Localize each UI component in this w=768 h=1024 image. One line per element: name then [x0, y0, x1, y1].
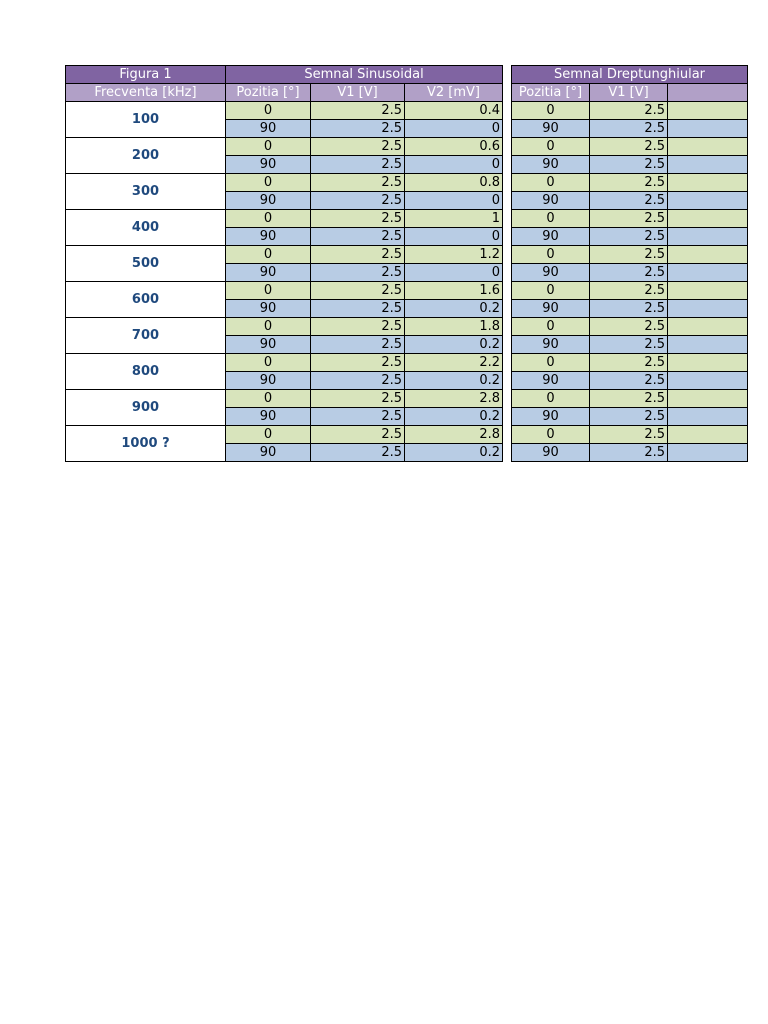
v1-cell: 2.5 [311, 318, 405, 336]
v1-cell: 2.5 [590, 318, 668, 336]
table-row [512, 192, 748, 210]
position-cell: 90 [226, 300, 311, 318]
table-row [512, 300, 748, 318]
frequency-cell: 700 [66, 318, 226, 354]
table-row [66, 174, 503, 192]
position-cell: 90 [226, 120, 311, 138]
v2-cell: 0.2 [405, 300, 503, 318]
v2-cell: 1.8 [405, 318, 503, 336]
v2-cell: 2.2 [405, 354, 503, 372]
position-cell: 0 [512, 318, 590, 336]
v1-cell: 2.5 [311, 336, 405, 354]
position-cell: 0 [512, 102, 590, 120]
table-row [512, 138, 748, 156]
frequency-cell: 300 [66, 174, 226, 210]
extra-cell [668, 336, 748, 354]
v2-cell: 1 [405, 210, 503, 228]
v1-cell: 2.5 [311, 120, 405, 138]
extra-cell [668, 138, 748, 156]
position-cell: 0 [512, 426, 590, 444]
table-row [66, 138, 503, 156]
v1-cell: 2.5 [311, 228, 405, 246]
v1-cell: 2.5 [590, 228, 668, 246]
extra-cell [668, 300, 748, 318]
v2-cell: 0 [405, 192, 503, 210]
v1-cell: 2.5 [590, 174, 668, 192]
position-cell: 90 [512, 444, 590, 462]
table-row [66, 426, 503, 444]
extra-cell [668, 372, 748, 390]
table-row [66, 318, 503, 336]
v1-cell: 2.5 [590, 408, 668, 426]
v1-cell: 2.5 [311, 102, 405, 120]
table-row [512, 102, 748, 120]
extra-cell [668, 120, 748, 138]
v1-cell: 2.5 [590, 336, 668, 354]
frequency-cell: 600 [66, 282, 226, 318]
v1-cell: 2.5 [311, 408, 405, 426]
v2-cell: 2.8 [405, 390, 503, 408]
position-cell: 90 [226, 372, 311, 390]
position-cell: 0 [512, 174, 590, 192]
extra-cell [668, 102, 748, 120]
v1-cell: 2.5 [311, 354, 405, 372]
v1-cell: 2.5 [590, 246, 668, 264]
position-cell: 0 [226, 390, 311, 408]
frequency-cell: 100 [66, 102, 226, 138]
table-row [512, 444, 748, 462]
v2-cell: 0.2 [405, 336, 503, 354]
position-cell: 0 [226, 318, 311, 336]
v1-cell: 2.5 [590, 390, 668, 408]
extra-cell [668, 210, 748, 228]
v1-cell: 2.5 [590, 192, 668, 210]
extra-cell [668, 282, 748, 300]
v1-cell: 2.5 [590, 156, 668, 174]
figure-title: Figura 1 [66, 66, 226, 84]
position-cell: 90 [226, 444, 311, 462]
position-cell: 0 [512, 354, 590, 372]
table-row [512, 282, 748, 300]
table-row [66, 354, 503, 372]
v2-cell: 0 [405, 264, 503, 282]
v1-cell: 2.5 [311, 390, 405, 408]
position-cell: 90 [512, 408, 590, 426]
position-cell: 0 [226, 282, 311, 300]
position-cell: 0 [226, 246, 311, 264]
v1-cell: 2.5 [311, 282, 405, 300]
position-cell: 90 [512, 336, 590, 354]
v1-cell: 2.5 [311, 138, 405, 156]
frequency-cell: 400 [66, 210, 226, 246]
table-row [512, 264, 748, 282]
col-header-position: Pozitia [°] [226, 84, 311, 102]
position-cell: 0 [226, 138, 311, 156]
table-row [512, 336, 748, 354]
table-row [512, 120, 748, 138]
sinusoidal-table [65, 65, 503, 462]
v1-cell: 2.5 [590, 372, 668, 390]
table-row [512, 426, 748, 444]
extra-cell [668, 156, 748, 174]
v2-cell: 2.8 [405, 426, 503, 444]
position-cell: 90 [512, 228, 590, 246]
extra-cell [668, 354, 748, 372]
extra-cell [668, 174, 748, 192]
group-title-rectangular: Semnal Dreptunghiular [512, 66, 748, 84]
v2-cell: 0.2 [405, 372, 503, 390]
position-cell: 90 [226, 408, 311, 426]
extra-cell [668, 444, 748, 462]
position-cell: 0 [512, 210, 590, 228]
position-cell: 0 [512, 282, 590, 300]
position-cell: 90 [226, 228, 311, 246]
v1-cell: 2.5 [311, 444, 405, 462]
frequency-cell: 800 [66, 354, 226, 390]
position-cell: 90 [512, 264, 590, 282]
v1-cell: 2.5 [590, 444, 668, 462]
table-row [66, 210, 503, 228]
rectangular-table-clip [511, 65, 706, 468]
frequency-cell: 500 [66, 246, 226, 282]
position-cell: 90 [226, 156, 311, 174]
v1-cell: 2.5 [311, 246, 405, 264]
extra-cell [668, 228, 748, 246]
position-cell: 90 [226, 336, 311, 354]
col-header-v2: V2 [mV] [405, 84, 503, 102]
v1-cell: 2.5 [590, 264, 668, 282]
v1-cell: 2.5 [590, 102, 668, 120]
v1-cell: 2.5 [311, 426, 405, 444]
v1-cell: 2.5 [311, 192, 405, 210]
col-header-v1-2: V1 [V] [590, 84, 668, 102]
v2-cell: 0.6 [405, 138, 503, 156]
position-cell: 90 [226, 192, 311, 210]
table-row [66, 390, 503, 408]
position-cell: 90 [512, 120, 590, 138]
table-row [66, 246, 503, 264]
v1-cell: 2.5 [590, 210, 668, 228]
col-header-extra-2 [668, 84, 748, 102]
col-header-v1: V1 [V] [311, 84, 405, 102]
frequency-cell: 200 [66, 138, 226, 174]
v1-cell: 2.5 [590, 120, 668, 138]
col-header-frequency: Frecventa [kHz] [66, 84, 226, 102]
extra-cell [668, 426, 748, 444]
position-cell: 90 [512, 372, 590, 390]
table-row [66, 102, 503, 120]
position-cell: 0 [226, 426, 311, 444]
v1-cell: 2.5 [311, 264, 405, 282]
table-row [512, 156, 748, 174]
v1-cell: 2.5 [590, 354, 668, 372]
v2-cell: 0 [405, 120, 503, 138]
position-cell: 90 [226, 264, 311, 282]
group-title-sinusoidal: Semnal Sinusoidal [226, 66, 503, 84]
table-row [512, 228, 748, 246]
v1-cell: 2.5 [590, 300, 668, 318]
table-row [66, 282, 503, 300]
position-cell: 0 [512, 246, 590, 264]
position-cell: 0 [512, 390, 590, 408]
v2-cell: 0 [405, 228, 503, 246]
extra-cell [668, 192, 748, 210]
position-cell: 90 [512, 192, 590, 210]
table-row [512, 408, 748, 426]
position-cell: 90 [512, 300, 590, 318]
position-cell: 0 [512, 138, 590, 156]
v2-cell: 0.2 [405, 444, 503, 462]
v1-cell: 2.5 [311, 372, 405, 390]
v1-cell: 2.5 [311, 174, 405, 192]
table-row [512, 318, 748, 336]
v1-cell: 2.5 [311, 300, 405, 318]
position-cell: 0 [226, 174, 311, 192]
position-cell: 0 [226, 354, 311, 372]
extra-cell [668, 318, 748, 336]
rectangular-table [511, 65, 748, 462]
v2-cell: 0 [405, 156, 503, 174]
v2-cell: 1.2 [405, 246, 503, 264]
position-cell: 0 [226, 102, 311, 120]
extra-cell [668, 264, 748, 282]
extra-cell [668, 390, 748, 408]
position-cell: 0 [226, 210, 311, 228]
col-header-position-2: Pozitia [°] [512, 84, 590, 102]
frequency-cell: 900 [66, 390, 226, 426]
position-cell: 90 [512, 156, 590, 174]
extra-cell [668, 246, 748, 264]
v2-cell: 0.4 [405, 102, 503, 120]
table-row [512, 246, 748, 264]
v1-cell: 2.5 [311, 156, 405, 174]
v2-cell: 1.6 [405, 282, 503, 300]
table-row [512, 354, 748, 372]
table-row [512, 372, 748, 390]
extra-cell [668, 408, 748, 426]
v1-cell: 2.5 [590, 138, 668, 156]
v1-cell: 2.5 [590, 282, 668, 300]
v1-cell: 2.5 [590, 426, 668, 444]
table-row [512, 210, 748, 228]
table-row [512, 174, 748, 192]
v1-cell: 2.5 [311, 210, 405, 228]
v2-cell: 0.2 [405, 408, 503, 426]
table-row [512, 390, 748, 408]
frequency-cell: 1000 ? [66, 426, 226, 462]
v2-cell: 0.8 [405, 174, 503, 192]
